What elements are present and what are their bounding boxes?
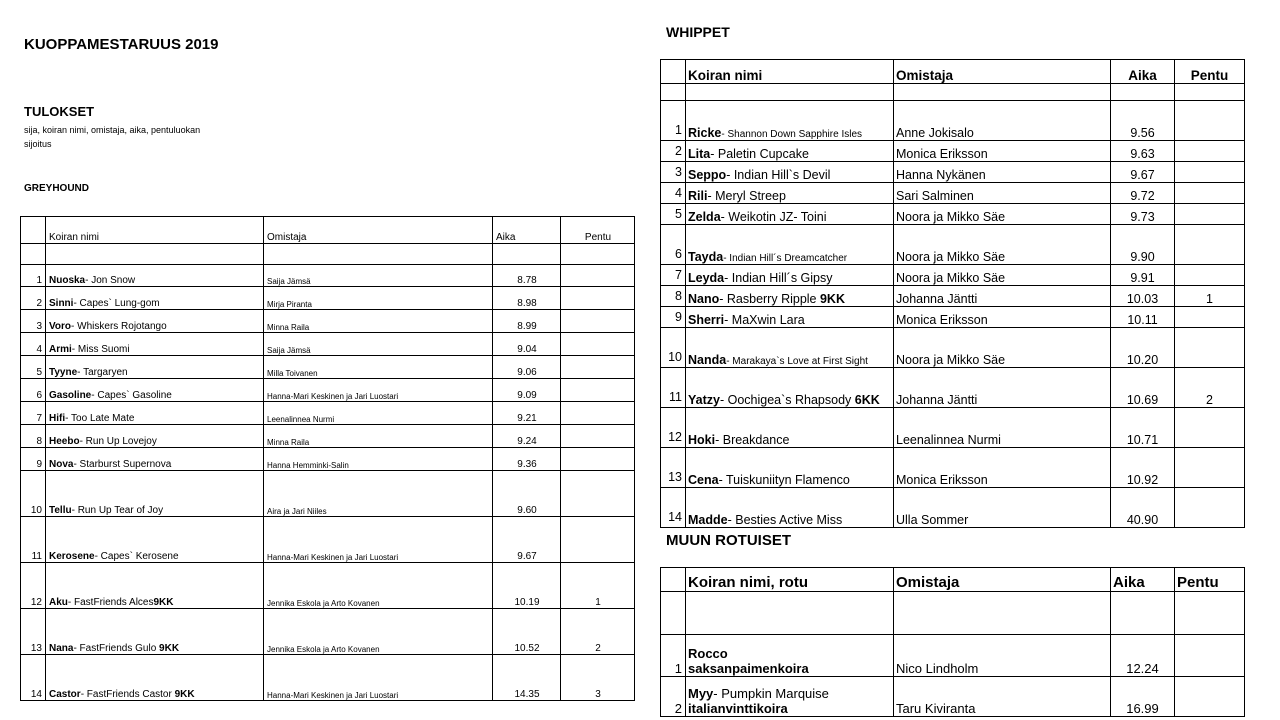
whippet-results-table	[660, 59, 1245, 528]
dog-call-name: Aku	[49, 597, 68, 608]
table-row	[661, 488, 1245, 528]
rank-cell: 6	[661, 225, 686, 265]
time-cell: 16.99	[1111, 677, 1175, 717]
rank-cell: 12	[661, 408, 686, 448]
owner-cell: Minna Raila	[264, 310, 493, 333]
dog-registered-name: - FastFriends Alces	[67, 597, 154, 608]
table-row	[661, 162, 1245, 183]
time-cell: 9.09	[493, 379, 561, 402]
time-cell: 9.91	[1111, 265, 1175, 286]
table-row	[21, 287, 635, 310]
owner-header: Omistaja	[264, 217, 493, 244]
dog-call-name: Leyda	[688, 271, 725, 285]
dog-registered-name: - Capes` Gasoline	[91, 390, 172, 401]
table-row	[661, 307, 1245, 328]
dog-name-cell	[686, 368, 894, 408]
owner-cell: Milla Toivanen	[264, 356, 493, 379]
dog-name-cell	[686, 448, 894, 488]
time-header: Aika	[493, 217, 561, 244]
owner-cell: Taru Kiviranta	[894, 677, 1111, 717]
time-cell: 9.36	[493, 448, 561, 471]
owner-cell: Hanna-Mari Keskinen ja Jari Luostari	[264, 517, 493, 563]
dog-registered-name: - Run Up Lovejoy	[79, 436, 157, 447]
table-row	[661, 141, 1245, 162]
rank-cell: 14	[661, 488, 686, 528]
rank-cell: 10	[661, 328, 686, 368]
rank-cell: 4	[21, 333, 46, 356]
owner-cell: Nico Lindholm	[894, 635, 1111, 677]
dog-call-name: Tellu	[49, 505, 72, 516]
age-note: 9KK	[153, 597, 174, 608]
table-row	[661, 183, 1245, 204]
rank-cell: 13	[661, 448, 686, 488]
blank-row	[21, 244, 635, 265]
table-row	[21, 402, 635, 425]
time-cell: 10.11	[1111, 307, 1175, 328]
results-subtitle: sija, koiran nimi, omistaja, aika, pentuluokan sijoitus	[24, 125, 201, 149]
pup-rank-cell: 1	[1175, 286, 1245, 307]
dog-name-cell	[686, 183, 894, 204]
dog-name-cell	[46, 333, 264, 356]
dog-registered-name: - Capes` Lung-gom	[73, 298, 160, 309]
pup-rank-cell	[561, 425, 635, 448]
name-header: Koiran nimi	[46, 217, 264, 244]
rank-cell: 3	[21, 310, 46, 333]
rank-cell: 7	[21, 402, 46, 425]
dog-registered-name: - Jon Snow	[85, 275, 136, 286]
dog-registered-name: - MaXwin Lara	[724, 313, 805, 327]
dog-name-cell	[46, 563, 264, 609]
table-row	[661, 204, 1245, 225]
pup-rank-cell	[1175, 101, 1245, 141]
table-row	[661, 635, 1245, 677]
pup-rank-cell	[1175, 488, 1245, 528]
dog-name-cell	[46, 517, 264, 563]
dog-name-cell	[686, 328, 894, 368]
dog-name-cell	[46, 609, 264, 655]
rank-cell: 6	[21, 379, 46, 402]
time-cell: 9.73	[1111, 204, 1175, 225]
dog-registered-name: - Miss Suomi	[71, 344, 130, 355]
dog-name-cell	[46, 379, 264, 402]
age-note: 6KK	[854, 393, 880, 407]
name-header: Koiran nimi	[686, 60, 894, 84]
dog-call-name: Lita	[688, 147, 711, 161]
pup-rank-cell: 2	[561, 609, 635, 655]
owner-cell: Hanna Hemminki-Salin	[264, 448, 493, 471]
time-cell: 9.24	[493, 425, 561, 448]
owner-cell: Jennika Eskola ja Arto Kovanen	[264, 563, 493, 609]
dog-registered-name: - Shannon Down Sapphire Isles	[721, 129, 862, 140]
dog-call-name: Madde	[688, 513, 728, 527]
owner-cell: Leenalinnea Nurmi	[894, 408, 1111, 448]
blank-row	[661, 592, 1245, 635]
pup-rank-cell	[1175, 183, 1245, 204]
rank-cell: 10	[21, 471, 46, 517]
rank-cell: 8	[661, 286, 686, 307]
dog-registered-name: - Starburst Supernova	[73, 459, 172, 470]
dog-name-cell	[686, 101, 894, 141]
table-row	[21, 563, 635, 609]
rank-cell: 9	[21, 448, 46, 471]
age-note: 9KK	[819, 292, 845, 306]
table-row	[661, 677, 1245, 717]
table-row	[21, 379, 635, 402]
pup-rank-cell	[1175, 141, 1245, 162]
dog-name-cell	[46, 356, 264, 379]
pup-rank-cell	[561, 287, 635, 310]
pup-rank-cell	[1175, 307, 1245, 328]
dog-registered-name: - Weikotin JZ- Toini	[720, 210, 827, 224]
rank-cell: 13	[21, 609, 46, 655]
dog-call-name: Nanda	[688, 353, 727, 367]
pup-rank-cell: 1	[561, 563, 635, 609]
pup-rank-cell	[561, 333, 635, 356]
table-row	[21, 356, 635, 379]
dog-name-cell	[46, 655, 264, 701]
owner-cell: Aira ja Jari Niiles	[264, 471, 493, 517]
time-header: Aika	[1111, 60, 1175, 84]
dog-call-name: Nova	[49, 459, 74, 470]
time-cell: 10.19	[493, 563, 561, 609]
owner-cell: Monica Eriksson	[894, 307, 1111, 328]
dog-registered-name: - Targaryen	[77, 367, 128, 378]
pup-rank-cell	[1175, 204, 1245, 225]
dog-call-name: Sinni	[49, 298, 74, 309]
dog-name-cell	[686, 677, 894, 717]
dog-call-name: Rili	[688, 189, 708, 203]
dog-call-name: Voro	[49, 321, 72, 332]
owner-header: Omistaja	[894, 60, 1111, 84]
table-row	[21, 425, 635, 448]
pup-rank-cell: 3	[561, 655, 635, 701]
rank-cell: 1	[21, 265, 46, 287]
dog-call-name: Armi	[49, 344, 72, 355]
rank-cell: 12	[21, 563, 46, 609]
breed-name: saksanpaimenkoira	[688, 661, 809, 676]
dog-registered-name: - Indian Hill´s Gipsy	[724, 271, 833, 285]
owner-cell: Saija Jämsä	[264, 333, 493, 356]
dog-registered-name: - Oochigea`s Rhapsody	[719, 393, 855, 407]
whippet-body	[661, 101, 1245, 528]
dog-call-name: Nuoska	[49, 275, 86, 286]
age-note: 9KK	[159, 643, 180, 654]
rank-cell: 5	[661, 204, 686, 225]
rank-cell: 9	[661, 307, 686, 328]
dog-registered-name: - Whiskers Rojotango	[71, 321, 167, 332]
owner-cell: Ulla Sommer	[894, 488, 1111, 528]
pup-rank-cell: 2	[1175, 368, 1245, 408]
owner-cell: Saija Jämsä	[264, 265, 493, 287]
rank-cell: 7	[661, 265, 686, 286]
time-cell: 9.67	[493, 517, 561, 563]
table-header-row	[661, 568, 1245, 592]
table-row	[661, 101, 1245, 141]
owner-cell: Monica Eriksson	[894, 141, 1111, 162]
dog-call-name: Castor	[49, 689, 81, 700]
name-header: Koiran nimi, rotu	[686, 568, 894, 592]
dog-name-cell	[686, 307, 894, 328]
dog-registered-name: - Meryl Streep	[707, 189, 786, 203]
dog-name-cell	[686, 141, 894, 162]
dog-name-cell	[46, 265, 264, 287]
pup-rank-cell	[561, 448, 635, 471]
dog-call-name: Tyyne	[49, 367, 78, 378]
rank-header	[661, 568, 686, 592]
dog-registered-name: - Besties Active Miss	[727, 513, 843, 527]
pup-rank-cell	[561, 379, 635, 402]
time-cell: 9.56	[1111, 101, 1175, 141]
rank-cell: 3	[661, 162, 686, 183]
pup-rank-cell	[1175, 225, 1245, 265]
owner-cell: Sari Salminen	[894, 183, 1111, 204]
dog-registered-name: - Breakdance	[715, 433, 790, 447]
rank-cell: 11	[21, 517, 46, 563]
table-row	[21, 310, 635, 333]
greyhound-body	[21, 265, 635, 701]
time-cell: 9.21	[493, 402, 561, 425]
pup-rank-cell	[561, 356, 635, 379]
owner-cell: Anne Jokisalo	[894, 101, 1111, 141]
dog-call-name: Zelda	[688, 210, 721, 224]
pup-rank-cell	[561, 471, 635, 517]
time-cell: 9.67	[1111, 162, 1175, 183]
dog-registered-name: - Indian Hill`s Devil	[726, 168, 831, 182]
dog-registered-name: - FastFriends Gulo	[73, 643, 160, 654]
time-cell: 10.71	[1111, 408, 1175, 448]
rank-cell: 14	[21, 655, 46, 701]
pup-rank-cell	[561, 265, 635, 287]
table-row	[661, 328, 1245, 368]
table-row	[661, 225, 1245, 265]
dog-registered-name: - Paletin Cupcake	[710, 147, 809, 161]
dog-registered-name: - Rasberry Ripple	[719, 292, 820, 306]
dog-call-name: Myy	[688, 686, 714, 701]
dog-name-cell	[686, 204, 894, 225]
dog-call-name: Seppo	[688, 168, 727, 182]
table-row	[21, 471, 635, 517]
rank-cell: 2	[21, 287, 46, 310]
dog-name-cell	[46, 425, 264, 448]
dog-call-name: Gasoline	[49, 390, 92, 401]
time-cell: 10.92	[1111, 448, 1175, 488]
other-breeds-heading: MUUN ROTUISET	[666, 532, 791, 549]
pup-rank-cell	[561, 402, 635, 425]
table-row	[661, 286, 1245, 307]
dog-name-cell	[46, 448, 264, 471]
time-cell: 9.63	[1111, 141, 1175, 162]
rank-cell: 4	[661, 183, 686, 204]
breed-name: italianvinttikoira	[688, 701, 788, 716]
dog-call-name: Hifi	[49, 413, 66, 424]
dog-registered-name: - Too Late Mate	[65, 413, 135, 424]
rank-header	[21, 217, 46, 244]
rank-cell: 1	[661, 635, 686, 677]
rank-cell: 11	[661, 368, 686, 408]
pup-rank-cell	[1175, 265, 1245, 286]
dog-call-name: Hoki	[688, 433, 716, 447]
owner-cell: Noora ja Mikko Säe	[894, 225, 1111, 265]
pup-rank-cell	[1175, 162, 1245, 183]
dog-name-cell	[686, 265, 894, 286]
time-cell: 10.69	[1111, 368, 1175, 408]
dog-name-cell	[686, 635, 894, 677]
pup-rank-cell	[1175, 448, 1245, 488]
dog-call-name: Cena	[688, 473, 719, 487]
time-cell: 8.78	[493, 265, 561, 287]
dog-registered-name: - FastFriends Castor	[80, 689, 175, 700]
owner-cell: Monica Eriksson	[894, 448, 1111, 488]
dog-call-name: Yatzy	[688, 393, 720, 407]
rank-header	[661, 60, 686, 84]
dog-name-cell	[686, 225, 894, 265]
dog-registered-name: - Capes` Kerosene	[94, 551, 179, 562]
pup-rank-cell	[561, 517, 635, 563]
time-cell: 8.98	[493, 287, 561, 310]
other-breeds-body	[661, 635, 1245, 717]
owner-cell: Noora ja Mikko Säe	[894, 265, 1111, 286]
dog-call-name: Tayda	[688, 250, 724, 264]
whippet-heading: WHIPPET	[666, 24, 730, 40]
time-header: Aika	[1111, 568, 1175, 592]
dog-name-cell	[686, 488, 894, 528]
owner-cell: Johanna Jäntti	[894, 286, 1111, 307]
dog-call-name: Heebo	[49, 436, 80, 447]
time-cell: 10.20	[1111, 328, 1175, 368]
time-cell: 10.52	[493, 609, 561, 655]
pup-header: Pentu	[1175, 568, 1245, 592]
dog-name-cell	[46, 287, 264, 310]
dog-name-cell	[686, 286, 894, 307]
results-heading: TULOKSET	[24, 104, 95, 119]
rank-cell: 5	[21, 356, 46, 379]
owner-cell: Leenalinnea Nurmi	[264, 402, 493, 425]
table-header-row	[21, 217, 635, 244]
time-cell: 8.99	[493, 310, 561, 333]
other-breeds-results-table	[660, 567, 1245, 717]
greyhound-heading: GREYHOUND	[24, 183, 90, 194]
time-cell: 9.60	[493, 471, 561, 517]
pup-rank-cell	[1175, 635, 1245, 677]
time-cell: 9.06	[493, 356, 561, 379]
owner-cell: Mirja Piranta	[264, 287, 493, 310]
owner-header: Omistaja	[894, 568, 1111, 592]
pup-rank-cell	[561, 310, 635, 333]
rank-cell: 2	[661, 141, 686, 162]
pup-rank-cell	[1175, 677, 1245, 717]
dog-name-cell	[46, 310, 264, 333]
pup-rank-cell	[1175, 408, 1245, 448]
table-row	[21, 517, 635, 563]
pup-rank-cell	[1175, 328, 1245, 368]
table-row	[21, 609, 635, 655]
table-row	[661, 265, 1245, 286]
time-cell: 14.35	[493, 655, 561, 701]
table-row	[661, 408, 1245, 448]
owner-cell: Noora ja Mikko Säe	[894, 204, 1111, 225]
rank-cell: 1	[661, 101, 686, 141]
dog-call-name: Nano	[688, 292, 720, 306]
dog-registered-name: - Tuiskuniityn Flamenco	[718, 473, 850, 487]
pup-header: Pentu	[561, 217, 635, 244]
dog-name-cell	[46, 471, 264, 517]
time-cell: 9.90	[1111, 225, 1175, 265]
table-header-row	[661, 60, 1245, 84]
dog-call-name: Nana	[49, 643, 74, 654]
age-note: 9KK	[174, 689, 195, 700]
table-row	[21, 655, 635, 701]
dog-name-cell	[686, 162, 894, 183]
table-row	[21, 448, 635, 471]
greyhound-results-table	[20, 216, 635, 701]
time-cell: 10.03	[1111, 286, 1175, 307]
owner-cell: Hanna Nykänen	[894, 162, 1111, 183]
dog-call-name: Ricke	[688, 126, 722, 140]
owner-cell: Hanna-Mari Keskinen ja Jari Luostari	[264, 379, 493, 402]
pup-header: Pentu	[1175, 60, 1245, 84]
owner-cell: Noora ja Mikko Säe	[894, 328, 1111, 368]
owner-cell: Johanna Jäntti	[894, 368, 1111, 408]
dog-name-cell	[686, 408, 894, 448]
dog-call-name: Sherri	[688, 313, 725, 327]
time-cell: 9.72	[1111, 183, 1175, 204]
dog-call-name: Kerosene	[49, 551, 95, 562]
time-cell: 9.04	[493, 333, 561, 356]
rank-cell: 2	[661, 677, 686, 717]
dog-registered-name: - Pumpkin Marquise	[713, 686, 829, 701]
table-row	[661, 368, 1245, 408]
table-row	[661, 448, 1245, 488]
page-title: KUOPPAMESTARUUS 2019	[24, 36, 219, 53]
dog-name-cell	[46, 402, 264, 425]
owner-cell: Hanna-Mari Keskinen ja Jari Luostari	[264, 655, 493, 701]
owner-cell: Jennika Eskola ja Arto Kovanen	[264, 609, 493, 655]
dog-call-name: Rocco	[688, 646, 728, 661]
dog-registered-name: - Indian Hill´s Dreamcatcher	[723, 253, 848, 264]
dog-registered-name: - Marakaya`s Love at First Sight	[726, 356, 868, 367]
table-row	[21, 265, 635, 287]
table-row	[21, 333, 635, 356]
dog-registered-name: - Run Up Tear of Joy	[71, 505, 164, 516]
rank-cell: 8	[21, 425, 46, 448]
blank-row	[661, 84, 1245, 101]
time-cell: 40.90	[1111, 488, 1175, 528]
owner-cell: Minna Raila	[264, 425, 493, 448]
time-cell: 12.24	[1111, 635, 1175, 677]
